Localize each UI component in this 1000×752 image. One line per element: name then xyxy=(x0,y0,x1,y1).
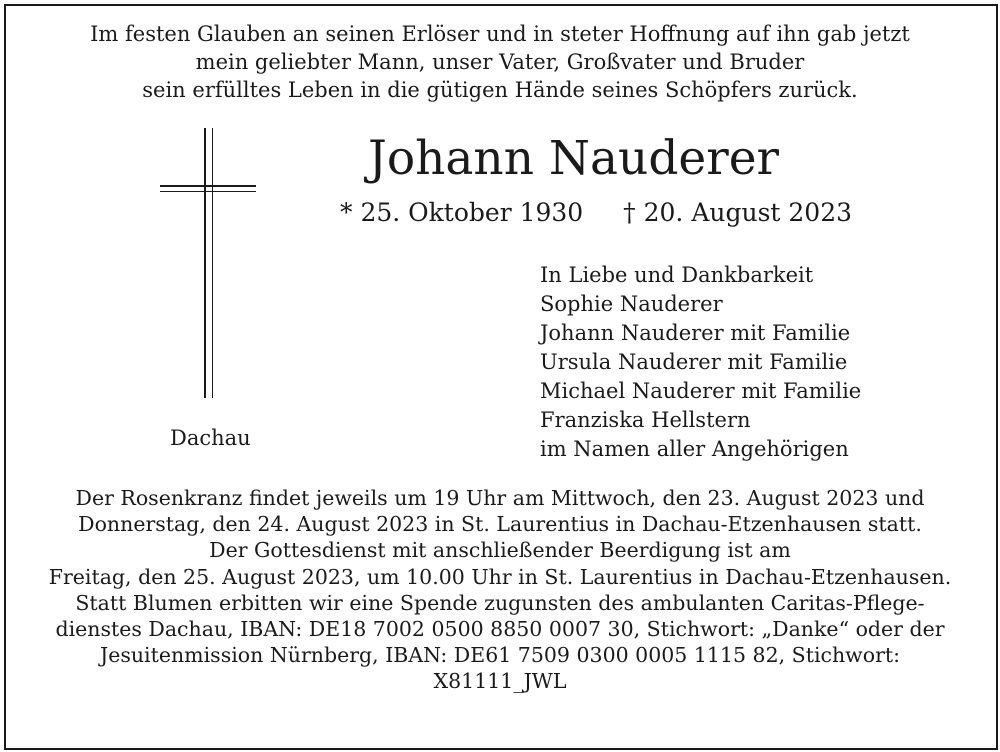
cross-vertical-bar xyxy=(204,128,213,398)
mourners-line: Franziska Hellstern xyxy=(540,408,751,432)
service-notice xyxy=(0,485,1000,695)
death-date: † 20. August 2023 xyxy=(623,198,853,227)
deceased-name: Johann Nauderer xyxy=(368,131,779,186)
mourners-list xyxy=(540,261,861,464)
intro-text xyxy=(0,20,1000,104)
place-of-residence: Dachau xyxy=(170,426,251,450)
notice-line: Statt Blumen erbitten wir eine Spende zugunsten des ambulanten Caritas-Pflege- xyxy=(75,590,925,615)
cross-icon xyxy=(160,128,258,400)
mourners-line: Sophie Nauderer xyxy=(540,292,723,316)
notice-line: Der Rosenkranz findet jeweils um 19 Uhr am Mittwoch, den 23. August 2023 und xyxy=(75,486,925,510)
mourners-line: Johann Nauderer mit Familie xyxy=(540,321,851,345)
notice-line: X81111_JWL xyxy=(433,669,567,694)
mourners-line: im Namen aller Angehörigen xyxy=(540,437,849,461)
cross-horizontal-bar xyxy=(160,185,256,192)
intro-line: sein erfülltes Leben in die gütigen Hände seines Schöpfers zurück. xyxy=(142,78,858,102)
intro-line: mein geliebter Mann, unser Vater, Großvater und Bruder xyxy=(195,50,805,74)
mourners-line: Michael Nauderer mit Familie xyxy=(540,379,862,403)
notice-line: Der Gottesdienst mit anschließender Beerdigung ist am xyxy=(209,538,791,563)
notice-line: Donnerstag, den 24. August 2023 in St. Laurentius in Dachau-Etzenhausen statt. xyxy=(78,512,922,537)
notice-line: Jesuitenmission Nürnberg, IBAN: DE61 7509 0300 0005 1115 82, Stichwort: xyxy=(99,643,901,668)
mourners-line: Ursula Nauderer mit Familie xyxy=(540,350,848,374)
intro-line: Im festen Glauben an seinen Erlöser und in steter Hoffnung auf ihn gab jetzt xyxy=(90,22,910,46)
life-dates xyxy=(340,198,852,227)
birth-date: * 25. Oktober 1930 xyxy=(340,198,584,227)
notice-line: Freitag, den 25. August 2023, um 10.00 Uhr in St. Laurentius in Dachau-Etzenhausen. xyxy=(48,564,952,589)
notice-line: dienstes Dachau, IBAN: DE18 7002 0500 8850 0007 30, Stichwort: „Danke“ oder der xyxy=(55,617,945,642)
mourners-line: In Liebe und Dankbarkeit xyxy=(540,263,814,287)
